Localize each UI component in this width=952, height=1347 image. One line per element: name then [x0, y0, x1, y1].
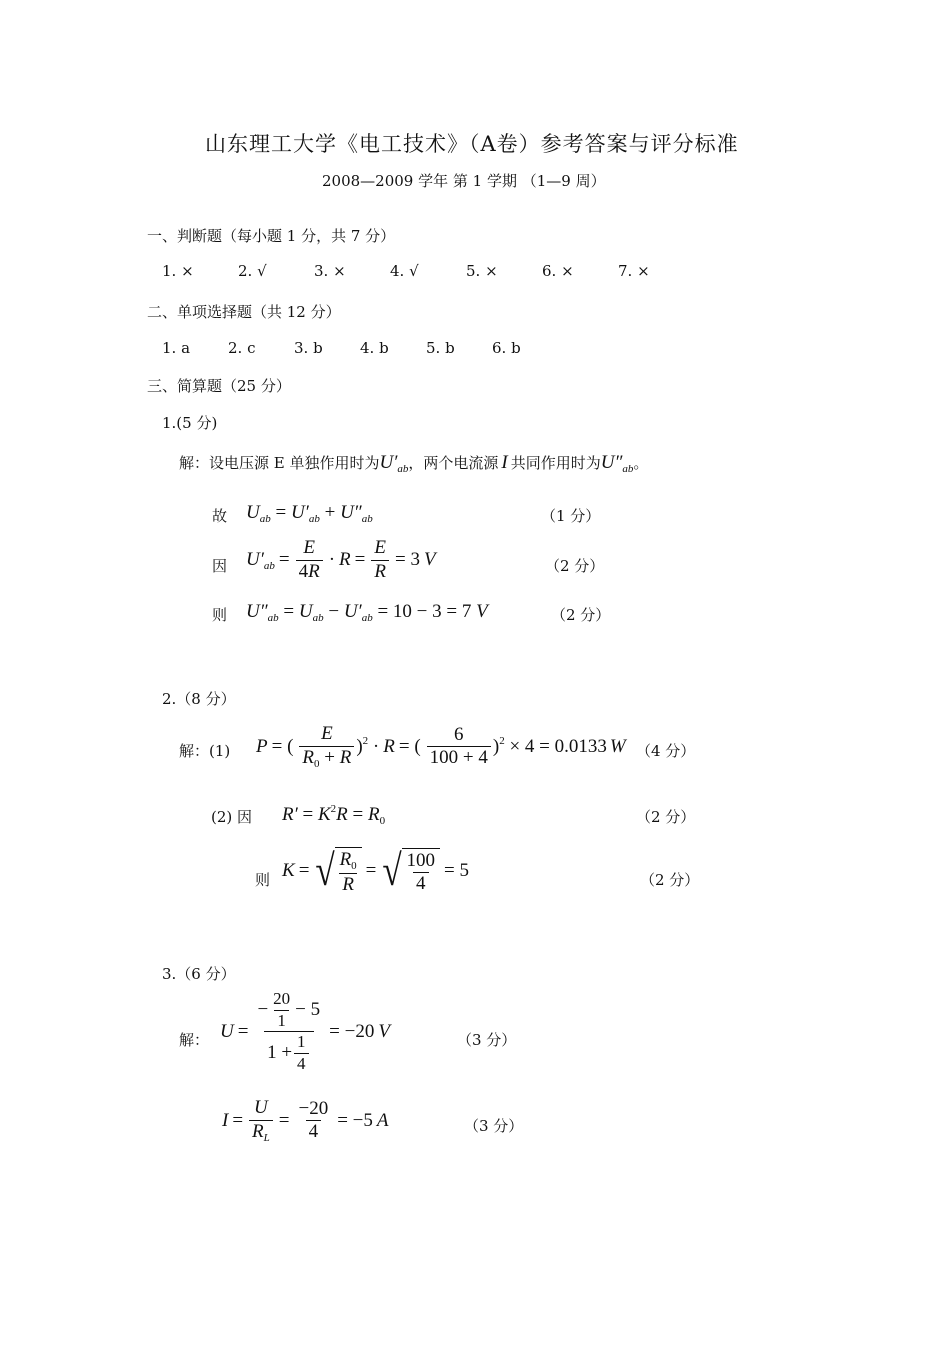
q1-intro-text: 共同作用时为 [510, 454, 601, 472]
q2-part3-formula: K = √ $\frac{R_0}{R}$ = √ $\frac{100}{4}$ = 5 [282, 846, 470, 896]
q1-step2-score: （2 分） [545, 557, 605, 575]
q3-prefix: 解： [179, 1031, 210, 1049]
section2-answer: 4. b [360, 339, 389, 357]
page-subtitle: 2008—2009 学年 第 1 学期 （1—9 周） [322, 172, 606, 190]
section3-heading: 三、简算题（25 分） [147, 377, 291, 395]
section1-answer: 6. × [542, 262, 574, 280]
q2-part3-word: 则 [255, 871, 271, 889]
q1-step1-formula: $U_{ab} = U'_{ab} + U''_{ab}$ [246, 502, 373, 525]
q2-part2-score: （2 分） [636, 808, 696, 826]
section2-answer: 1. a [162, 339, 191, 357]
section1-answer: 2. √ [238, 262, 267, 280]
q1-intro-text: ，两个电流源 [408, 454, 499, 472]
q3-step1-score: （3 分） [457, 1031, 517, 1049]
section2-answer: 3. b [294, 339, 323, 357]
q1-intro-text: 解：设电压源 E 单独作用时为 [179, 454, 380, 472]
section1-answer: 4. √ [390, 262, 419, 280]
page-title: 山东理工大学《电工技术》（A卷）参考答案与评分标准 [205, 132, 739, 156]
section1-answer: 5. × [466, 262, 498, 280]
q1-label: 1.(5 分) [162, 414, 218, 432]
q2-part1-formula: P = ( $\frac{E}{R_0 + R}$ )$^2$ · R = ( $\frac{6}{100 + 4}$ )$^2$ × 4 = 0.0133 W [256, 723, 626, 770]
section2-answers [162, 339, 558, 357]
q1-intro-end: 。 [633, 454, 649, 472]
formula-uab-double-prime: $U''_{ab}$ [600, 452, 634, 475]
formula-uab-prime: $U'_{ab}$ [379, 452, 409, 475]
section1-answer: 7. × [618, 262, 650, 280]
section2-answer: 2. c [228, 339, 256, 357]
section1-answers [162, 262, 694, 280]
q2-part2-prefix: (2) 因 [211, 808, 253, 826]
section1-heading: 一、判断题（每小题 1 分，共 7 分） [147, 227, 396, 245]
q2-part1-score: （4 分） [636, 742, 696, 760]
q2-part2-formula: $R' = K^2R = R_0$ [282, 803, 386, 827]
q1-step1-word: 故 [212, 507, 228, 525]
q2-label: 2.（8 分） [162, 690, 236, 708]
symbol-current-i: I [501, 452, 508, 473]
q1-step3-word: 则 [212, 606, 228, 624]
q3-step1-formula: U = − $\frac{20}{1}$ − 5 1 + $\frac{1}{4}$ = −20 V [220, 989, 390, 1074]
q2-part1-prefix: 解：(1) [179, 742, 231, 760]
section1-answer: 1. × [162, 262, 194, 280]
q1-step2-word: 因 [212, 557, 228, 575]
q1-step1-score: （1 分） [541, 507, 601, 525]
q1-intro [179, 452, 648, 475]
q1-step2-formula: $U'_{ab}$ = $\frac{E}{4R}$ · R = $\frac{E}{R}$ = 3 V [246, 537, 436, 582]
q3-step2-score: （3 分） [464, 1117, 524, 1135]
q3-step2-formula: I = $\frac{U}{R_L}$ = $\frac{-20}{4}$ = −5 A [222, 1097, 389, 1144]
section2-answer: 5. b [426, 339, 455, 357]
section1-answer: 3. × [314, 262, 346, 280]
q2-part3-score: （2 分） [640, 871, 700, 889]
section2-answer: 6. b [492, 339, 521, 357]
q1-step3-formula: $U''_{ab} = U_{ab} - U'_{ab} = 10 - 3 = 7$ V [246, 601, 488, 624]
q1-step3-score: （2 分） [551, 606, 611, 624]
q3-label: 3.（6 分） [162, 965, 236, 983]
section2-heading: 二、单项选择题（共 12 分） [147, 303, 341, 321]
